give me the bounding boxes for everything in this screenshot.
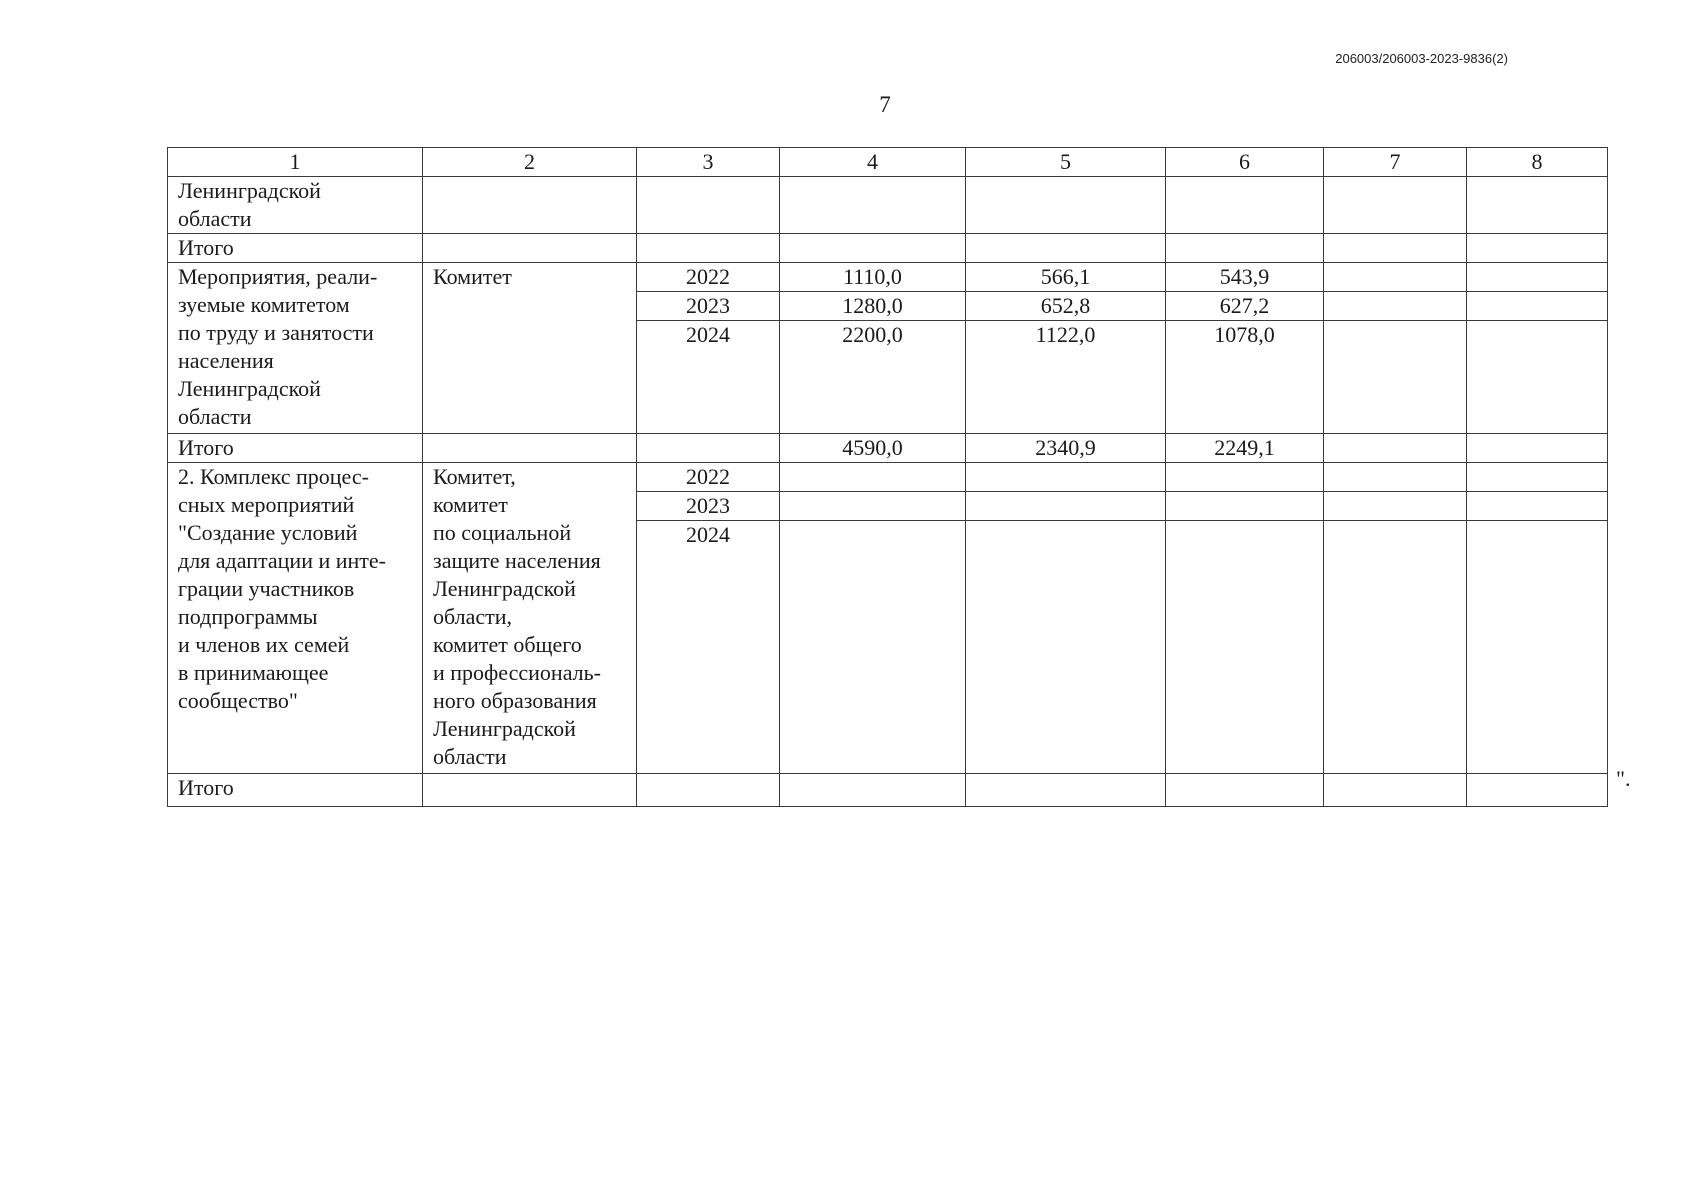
table-cell	[1324, 492, 1467, 521]
table-cell	[1324, 774, 1467, 807]
column-number: 7	[1324, 148, 1467, 177]
table-cell	[1324, 177, 1467, 234]
year-cell: 2023	[637, 292, 780, 321]
table-cell	[1166, 463, 1324, 492]
responsible-executor: Комитет	[423, 263, 637, 434]
table-cell	[1166, 492, 1324, 521]
funding-table	[167, 147, 1608, 807]
table-cell	[1467, 292, 1608, 321]
total-label: Итого	[168, 234, 423, 263]
page-number: 7	[879, 92, 891, 117]
table-cell	[1467, 521, 1608, 774]
table-cell	[1166, 774, 1324, 807]
column-number: 3	[637, 148, 780, 177]
table-row	[168, 463, 1608, 492]
table-cell	[1467, 774, 1608, 807]
total-value: 2249,1	[1166, 434, 1324, 463]
table-cell	[637, 774, 780, 807]
table-cell	[1324, 292, 1467, 321]
table-cell	[966, 521, 1166, 774]
column-number: 5	[966, 148, 1166, 177]
table-header-row	[168, 148, 1608, 177]
table-cell	[1467, 234, 1608, 263]
table-cell	[1166, 521, 1324, 774]
year-cell: 2024	[637, 321, 780, 434]
table-cell	[1324, 321, 1467, 434]
table-row	[168, 177, 1608, 234]
table-cell	[780, 774, 966, 807]
table-cell	[1324, 263, 1467, 292]
total-row	[168, 434, 1608, 463]
table-row	[168, 263, 1608, 292]
table-cell	[423, 177, 637, 234]
column-number: 4	[780, 148, 966, 177]
table-cell	[1324, 463, 1467, 492]
value-cell: 2200,0	[780, 321, 966, 434]
total-value: 4590,0	[780, 434, 966, 463]
table-cell	[966, 774, 1166, 807]
table-cell	[966, 463, 1166, 492]
value-cell: 1280,0	[780, 292, 966, 321]
year-cell: 2022	[637, 263, 780, 292]
table-cell	[966, 177, 1166, 234]
table-cell	[1166, 234, 1324, 263]
table-cell	[637, 177, 780, 234]
table-cell	[1467, 434, 1608, 463]
table-cell	[780, 463, 966, 492]
year-cell: 2024	[637, 521, 780, 774]
column-number: 6	[1166, 148, 1324, 177]
document-id: 206003/206003-2023-9836(2)	[1335, 51, 1508, 66]
table-cell	[1467, 263, 1608, 292]
table-cell	[1467, 463, 1608, 492]
total-label: Итого	[168, 434, 423, 463]
table-cell	[966, 492, 1166, 521]
column-number: 2	[423, 148, 637, 177]
table-cell	[423, 774, 637, 807]
total-row	[168, 234, 1608, 263]
year-cell: 2022	[637, 463, 780, 492]
table-cell	[423, 434, 637, 463]
value-cell: 627,2	[1166, 292, 1324, 321]
value-cell: 1110,0	[780, 263, 966, 292]
total-row	[168, 774, 1608, 807]
table-cell	[1467, 177, 1608, 234]
value-cell: 566,1	[966, 263, 1166, 292]
table-cell	[637, 234, 780, 263]
row-label: Ленинградской области	[168, 177, 423, 234]
activity-name: 2. Комплекс процес- сных мероприятий "Создание условий для адаптации и инте- грации участников подпрограммы и членов их семей в принимающее сообщество"	[168, 463, 423, 774]
table-cell	[780, 177, 966, 234]
value-cell: 1122,0	[966, 321, 1166, 434]
activity-name: Мероприятия, реали- зуемые комитетом по труду и занятости населения Ленинградской области	[168, 263, 423, 434]
table-cell	[1324, 521, 1467, 774]
table-cell	[780, 521, 966, 774]
total-label: Итого	[168, 774, 423, 807]
value-cell: 543,9	[1166, 263, 1324, 292]
table-cell	[966, 234, 1166, 263]
total-value: 2340,9	[966, 434, 1166, 463]
table-cell	[780, 234, 966, 263]
column-number: 8	[1467, 148, 1608, 177]
closing-quote-mark: ".	[1616, 766, 1631, 791]
year-cell: 2023	[637, 492, 780, 521]
value-cell: 1078,0	[1166, 321, 1324, 434]
table-cell	[1467, 492, 1608, 521]
column-number: 1	[168, 148, 423, 177]
table-cell	[780, 492, 966, 521]
table-cell	[1467, 321, 1608, 434]
table-cell	[1166, 177, 1324, 234]
value-cell: 652,8	[966, 292, 1166, 321]
table-cell	[423, 234, 637, 263]
table-cell	[1324, 434, 1467, 463]
table-cell	[637, 434, 780, 463]
table-cell	[1324, 234, 1467, 263]
responsible-executor: Комитет, комитет по социальной защите населения Ленинградской области, комитет общего и профессиональ- ного образования Ленинградской области	[423, 463, 637, 774]
